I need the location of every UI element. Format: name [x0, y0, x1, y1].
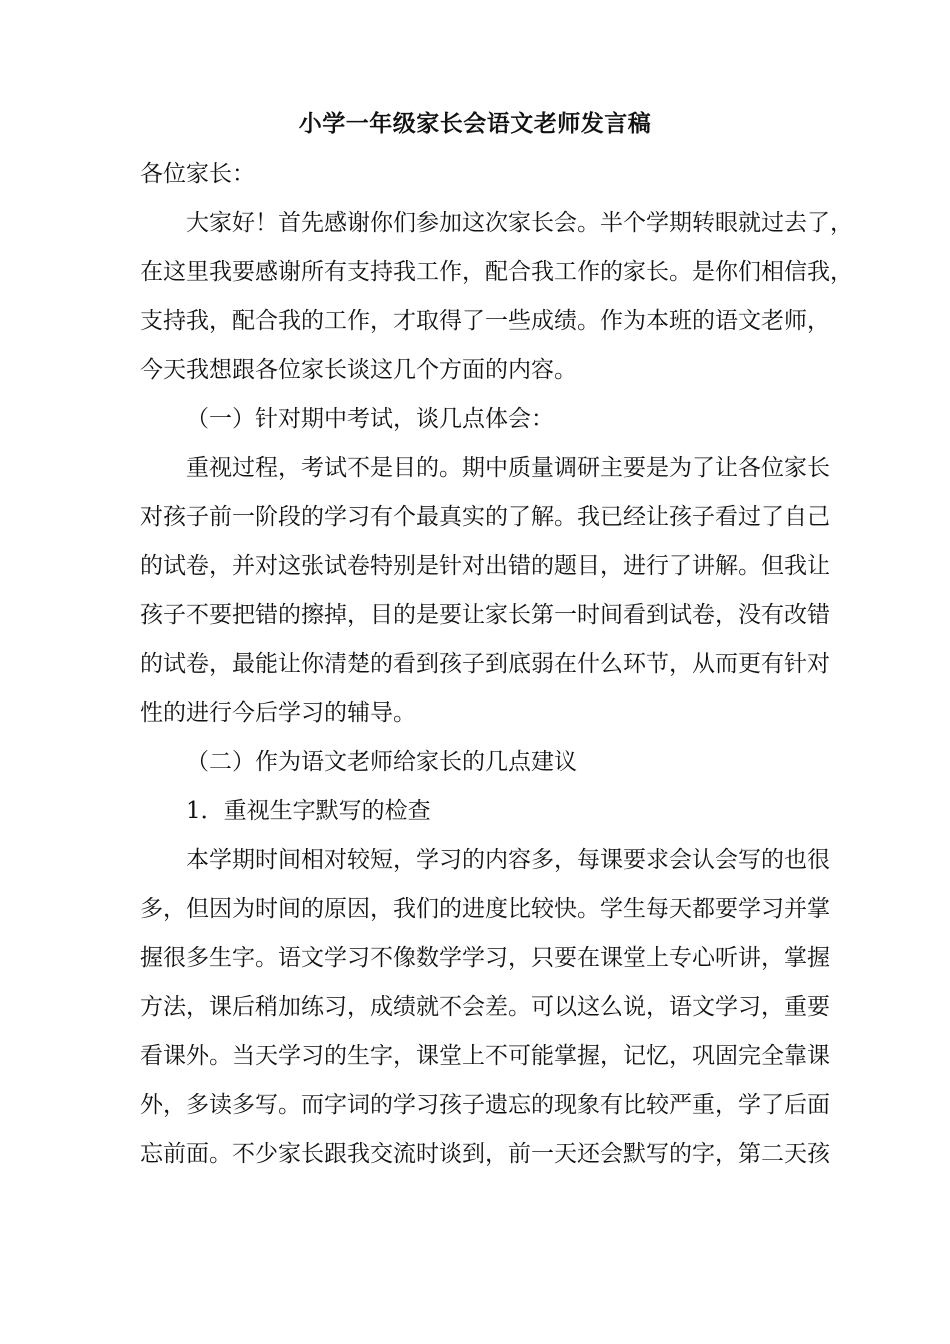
- paragraph-1-line-3: 支持我，配合我的工作，才取得了一些成绩。作为本班的语文老师，: [140, 308, 830, 334]
- subheading-1: 1．重视生字默写的检查: [186, 798, 431, 824]
- salutation: 各位家长：: [140, 161, 255, 187]
- paragraph-3-line-5: 看课外。当天学习的生字，课堂上不可能掌握，记忆，巩固完全靠课: [140, 1043, 830, 1069]
- paragraph-3-line-3: 握很多生字。语文学习不像数学学习，只要在课堂上专心听讲，掌握: [140, 945, 830, 971]
- section-heading-2: （二）作为语文老师给家长的几点建议: [186, 749, 577, 775]
- paragraph-3-line-2: 多，但因为时间的原因，我们的进度比较快。学生每天都要学习并掌: [140, 896, 830, 922]
- paragraph-1-line-1: 大家好！首先感谢你们参加这次家长会。半个学期转眼就过去了，: [186, 210, 853, 236]
- section-heading-1: （一）针对期中考试，谈几点体会：: [186, 406, 554, 432]
- document-title: 小学一年级家长会语文老师发言稿: [298, 110, 652, 137]
- paragraph-3-line-4: 方法，课后稍加练习，成绩就不会差。可以这么说，语文学习，重要: [140, 994, 830, 1020]
- paragraph-3-line-1: 本学期时间相对较短，学习的内容多，每课要求会认会写的也很: [186, 847, 830, 873]
- paragraph-2-line-2: 对孩子前一阶段的学习有个最真实的了解。我已经让孩子看过了自己: [140, 504, 830, 530]
- paragraph-3-line-7: 忘前面。不少家长跟我交流时谈到，前一天还会默写的字，第二天孩: [140, 1141, 830, 1167]
- paragraph-3-line-6: 外，多读多写。而字词的学习孩子遗忘的现象有比较严重，学了后面: [140, 1092, 830, 1118]
- paragraph-2-line-5: 的试卷，最能让你清楚的看到孩子到底弱在什么环节，从而更有针对: [140, 651, 830, 677]
- paragraph-2-line-3: 的试卷，并对这张试卷特别是针对出错的题目，进行了讲解。但我让: [140, 553, 830, 579]
- paragraph-1-line-2: 在这里我要感谢所有支持我工作，配合我工作的家长。是你们相信我，: [140, 259, 853, 285]
- paragraph-1-line-4: 今天我想跟各位家长谈这几个方面的内容。: [140, 357, 577, 383]
- paragraph-2-line-4: 孩子不要把错的擦掉，目的是要让家长第一时间看到试卷，没有改错: [140, 602, 830, 628]
- paragraph-2-line-1: 重视过程，考试不是目的。期中质量调研主要是为了让各位家长: [186, 455, 830, 481]
- paragraph-2-line-6: 性的进行今后学习的辅导。: [140, 700, 416, 726]
